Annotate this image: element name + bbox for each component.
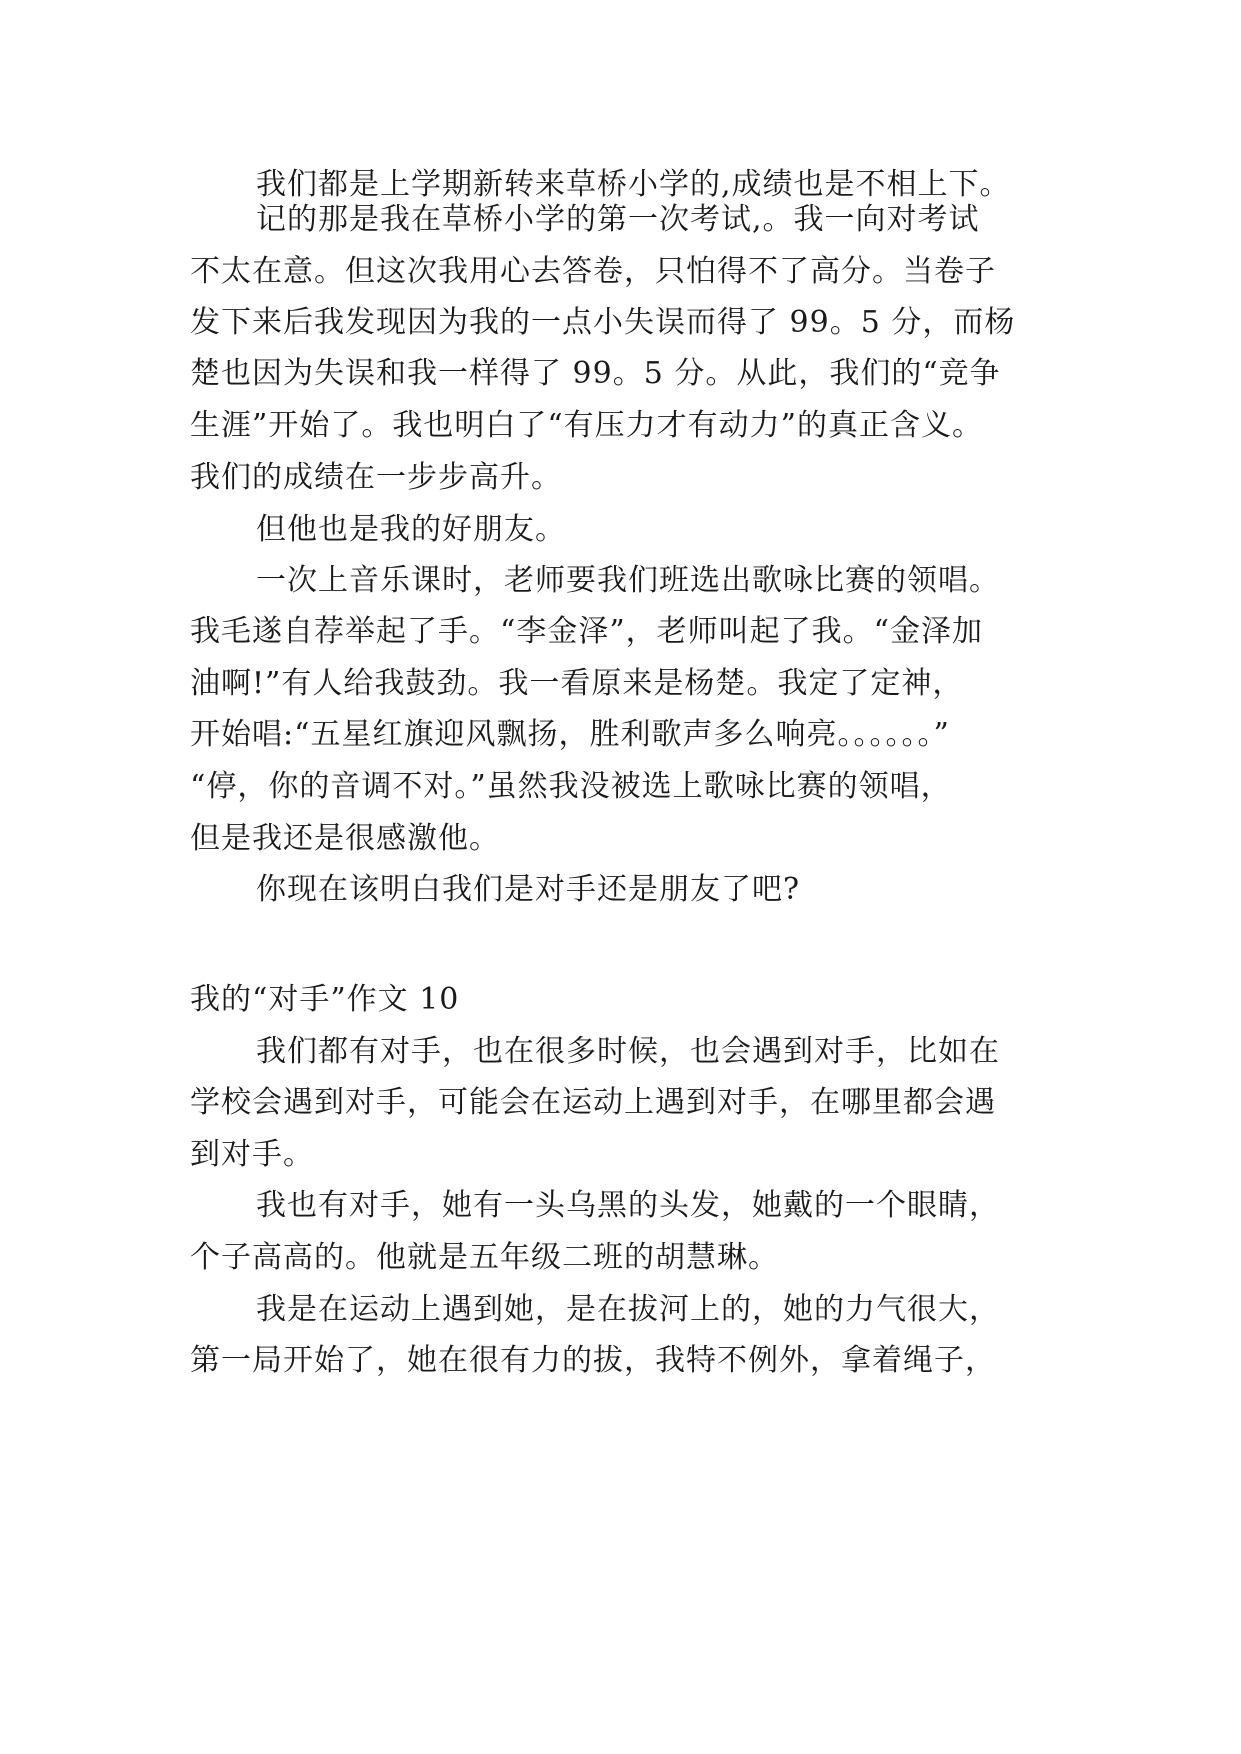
text-line: 你现在该明白我们是对手还是朋友了吧? (256, 872, 801, 907)
text-line: 我们都有对手，也在很多时候，也会遇到对手，比如在 (256, 1034, 1000, 1069)
text-line: 我毛遂自荐举起了手。“李金泽”，老师叫起了我。“金泽加 (190, 614, 984, 649)
text-line: 记的那是我在草桥小学的第一次考试,。我一向对考试 (256, 202, 980, 237)
text-line: 一次上音乐课时，老师要我们班选出歌咏比赛的领唱。 (256, 563, 1000, 598)
text-line: 开始唱:“五星红旗迎风飘扬，胜利歌声多么响亮。。。。。。” (190, 717, 950, 752)
text-line: 生涯”开始了。我也明白了“有压力才有动力”的真正含义。 (190, 408, 984, 443)
text-line: 第一局开始了，她在很有力的拔，我特不例外，拿着绳子， (190, 1343, 996, 1378)
text-line: 但是我还是很感激他。 (190, 821, 500, 856)
text-line: 学校会遇到对手，可能会在运动上遇到对手，在哪里都会遇 (190, 1085, 996, 1120)
text-line: 楚也因为失误和我一样得了 99。5 分。从此，我们的“竞争 (190, 356, 1001, 391)
text-line: 我们都是上学期新转来草桥小学的,成绩也是不相上下。 (256, 167, 1011, 202)
text-line: 油啊!”有人给我鼓劲。我一看原来是杨楚。我定了定神， (190, 666, 964, 701)
text-line: 我是在运动上遇到她，是在拔河上的，她的力气很大， (256, 1292, 1000, 1327)
text-line: 不太在意。但这次我用心去答卷，只怕得不了高分。当卷子 (190, 254, 996, 289)
text-line: 到对手。 (190, 1137, 314, 1172)
text-line: 个子高高的。他就是五年级二班的胡慧琳。 (190, 1240, 779, 1275)
text-line: 我也有对手，她有一头乌黑的头发，她戴的一个眼睛， (256, 1188, 1000, 1223)
section-heading: 我的“对手”作文 10 (190, 982, 460, 1017)
text-line: 我们的成绩在一步步高升。 (190, 460, 562, 495)
text-line: “停，你的音调不对。”虽然我没被选上歌咏比赛的领唱， (190, 769, 952, 804)
text-line: 但他也是我的好朋友。 (256, 512, 566, 547)
text-line: 发下来后我发现因为我的一点小失误而得了 99。5 分，而杨 (190, 305, 1016, 340)
